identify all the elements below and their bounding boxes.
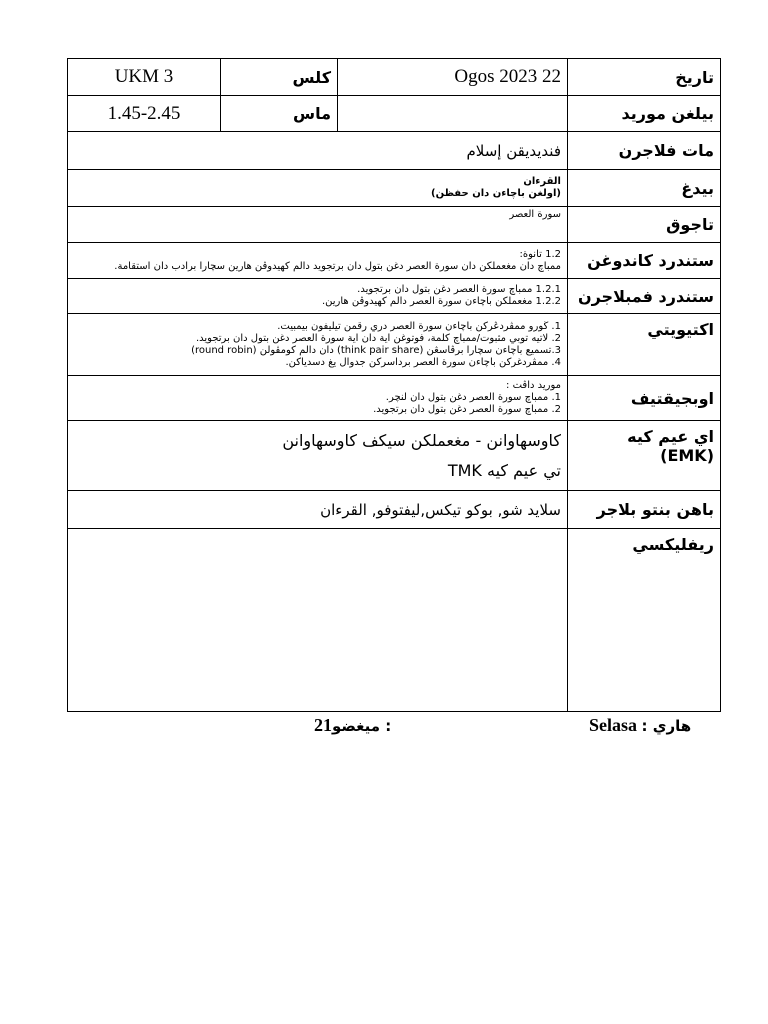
topic-value: سورة العصر bbox=[68, 207, 568, 243]
footer-day bbox=[589, 715, 691, 736]
time-label: ماس bbox=[221, 96, 338, 132]
content-standard-line-2: ممباچ دان مغعملكن دان سورة العصر دغن بتول دان برتجويد دالم كهيدوڤن هارين سچارا برادب دان استقامة. bbox=[114, 260, 561, 272]
day-value: Selasa bbox=[589, 715, 638, 735]
date-label: تاريخ bbox=[568, 59, 721, 96]
subject-value: فنديديقن إسلام bbox=[68, 132, 568, 170]
day-label: هاري : bbox=[641, 717, 692, 735]
lesson-plan-table bbox=[67, 58, 721, 712]
row-subject bbox=[68, 132, 721, 170]
emk-line-1: كاوسهاوانن - مغعملكن سيكف كاوسهاوانن bbox=[282, 430, 561, 450]
emk-value bbox=[68, 421, 568, 491]
activity-item: 4. ممڤردغركن باچاءن سورة العصر برداسركن جدوال يغ دسدياكن. bbox=[285, 356, 561, 368]
class-value: UKM 3 bbox=[68, 59, 221, 96]
subject-row-label: مات فلاجرن bbox=[568, 132, 721, 170]
row-topic bbox=[68, 207, 721, 243]
emk-label: اي عيم كيه (EMK) bbox=[568, 421, 721, 491]
week-value: 21 bbox=[314, 715, 332, 735]
row-activities bbox=[68, 314, 721, 376]
learning-standard-item: 1.2.2 مغعملكن باچاءن سورة العصر دالم كهيدوڤن هارين. bbox=[321, 296, 561, 307]
materials-label: باهن بنتو بلاجر bbox=[568, 491, 721, 529]
field-label: بيدغ bbox=[568, 170, 721, 207]
reflection-label: ريفليكسي bbox=[568, 529, 721, 712]
row-learning-standard bbox=[68, 279, 721, 314]
emk-line-2: تي عيم كيه TMK bbox=[447, 460, 561, 480]
time-value: 1.45-2.45 bbox=[68, 96, 221, 132]
activities-value bbox=[68, 314, 568, 376]
subject-label: بيلغن موريد bbox=[568, 96, 721, 132]
learning-standard-item: 1.2.1 ممباچ سورة العصر دغن بتول دان برتجويد. bbox=[357, 284, 561, 295]
field-line-1: القرءان bbox=[523, 176, 561, 187]
field-line-2: (اولغن باچاءن دان حفظن) bbox=[431, 188, 561, 199]
objectives-value bbox=[68, 376, 568, 421]
materials-value: سلايد شو, بوكو تيكس,ليفتوفو, القرءان bbox=[68, 491, 568, 529]
row-reflection bbox=[68, 529, 721, 712]
objective-item: موريد داڤت : bbox=[506, 380, 561, 391]
topic-label: تاجوق bbox=[568, 207, 721, 243]
reflection-value bbox=[68, 529, 568, 712]
content-standard-line-1: 1.2 تانوة: bbox=[519, 248, 561, 260]
field-value bbox=[68, 170, 568, 207]
date-value: Ogos 2023 22 bbox=[338, 59, 568, 96]
row-date-class bbox=[68, 59, 721, 96]
subject-value-empty bbox=[338, 96, 568, 132]
activities-label: اكتيويتي bbox=[568, 314, 721, 376]
learning-standard-value bbox=[68, 279, 568, 314]
objective-item: 1. ممباچ سورة العصر دغن بتول دان لنچر. bbox=[385, 392, 561, 403]
row-content-standard bbox=[68, 243, 721, 279]
row-materials bbox=[68, 491, 721, 529]
objective-item: 2. ممباچ سورة العصر دغن بتول دان برتجويد. bbox=[373, 404, 561, 415]
content-standard-value bbox=[68, 243, 568, 279]
row-emk bbox=[68, 421, 721, 491]
content-standard-label: ستندرد كاندوغن bbox=[568, 243, 721, 279]
footer-week bbox=[314, 715, 391, 736]
learning-standard-label: ستندرد فمبلاجرن bbox=[568, 279, 721, 314]
activity-item: 3.تسميع باچاءن سچارا برڤاسڠن (think pair share) دان دالم كومڤولن (round robin) bbox=[191, 344, 561, 356]
week-label: ميغضو : bbox=[332, 717, 392, 735]
objectives-label: اوبجيقتيف bbox=[568, 376, 721, 421]
row-subject-time bbox=[68, 96, 721, 132]
row-objectives bbox=[68, 376, 721, 421]
activity-item: 2. لاتيه توبي مثبوت/ممباچ كلمة، فوتوغن اية دان اية سورة العصر دغن بتول دان برتجويد. bbox=[195, 332, 561, 344]
activity-item: 1. ڬورو ممڤردڠركن باچاءن سورة العصر دري رقمن تيليفون بيمبيت. bbox=[277, 320, 561, 332]
row-field bbox=[68, 170, 721, 207]
class-label: كلس bbox=[221, 59, 338, 96]
